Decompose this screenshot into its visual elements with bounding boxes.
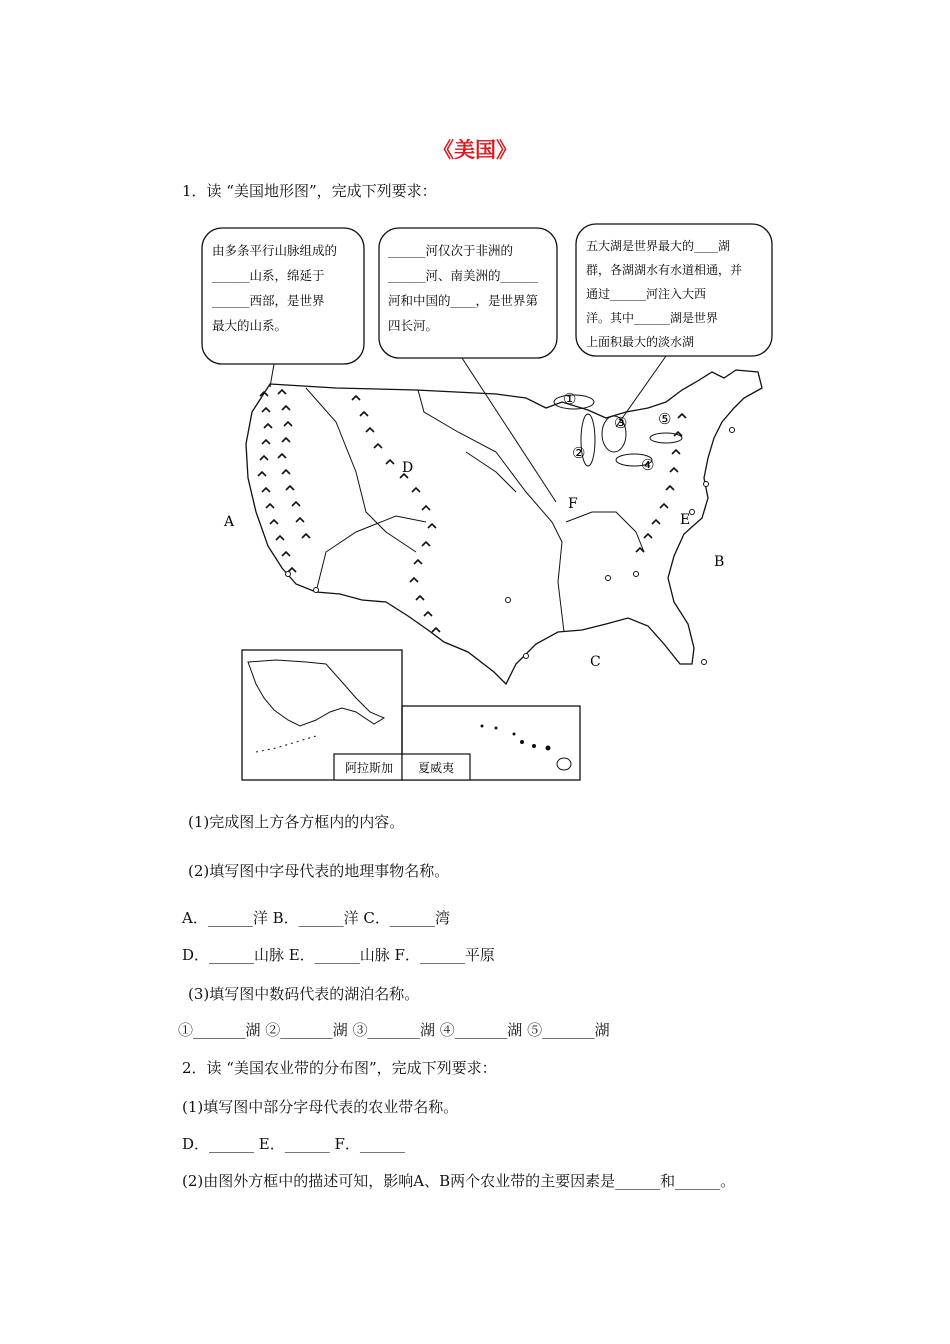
callout-box-appalachian-rockies — [202, 228, 364, 364]
callout-1-line-3: ______西部，是世界 — [212, 293, 325, 308]
map-label-a: A — [224, 514, 235, 530]
map-label-c: C — [590, 654, 601, 670]
q2-sub2: (2)由图外方框中的描述可知，影响A、B两个农业带的主要因素是______和______。 — [182, 1172, 736, 1190]
callout-box-mississippi — [379, 228, 557, 358]
q2-sub1: (1)填写图中部分字母代表的农业带名称。 — [182, 1098, 459, 1116]
map-label-e: E — [680, 512, 691, 528]
callout-3-line-5: 上面积最大的淡水湖 — [586, 335, 695, 349]
callout-3-line-3: 通过______河注入大西 — [586, 287, 707, 301]
callout-2-line-1: ______河仅次于非洲的 — [388, 243, 514, 258]
lake-number-1: ① — [563, 390, 577, 408]
lake-number-5: ⑤ — [658, 410, 672, 428]
callout-2-line-2: ______河、南美洲的______ — [388, 268, 539, 283]
callout-1-line-2: ______山系，绵延于 — [212, 268, 325, 283]
q1-row-lakes: ①_______湖 ②_______湖 ③_______湖 ④_______湖 ⑤_______湖 — [178, 1021, 610, 1039]
lake-number-2: ② — [572, 444, 586, 462]
callout-3-line-4: 洋。其中______湖是世界 — [586, 311, 719, 325]
q1-sub1: (1)完成图上方各方框内的内容。 — [188, 813, 405, 831]
q1-row-def: D．______山脉 E．______山脉 F．______平原 — [182, 946, 495, 964]
lake-number-3: ③ — [614, 414, 628, 432]
map-label-f: F — [568, 496, 578, 512]
callout-1-line-4: 最大的山系。 — [212, 318, 288, 333]
inset-label-hawaii: 夏威夷 — [418, 761, 455, 775]
callout-3-line-2: 群，各湖湖水有水道相通，并 — [586, 263, 743, 277]
inset-alaska-hawaii — [242, 650, 580, 780]
map-label-d: D — [402, 460, 414, 476]
q1-sub2: (2)填写图中字母代表的地理事物名称。 — [188, 862, 450, 880]
q1-row-abc: A．______洋 B．______洋 C．______湾 — [182, 909, 450, 927]
callout-1-line-1: 由多条平行山脉组成的 — [212, 243, 338, 258]
inset-label-alaska: 阿拉斯加 — [345, 761, 394, 775]
map-label-b: B — [714, 554, 725, 570]
q2-row-def: D．______ E．______ F．______ — [182, 1135, 405, 1153]
lake-number-4: ④ — [641, 456, 655, 474]
callout-2-line-3: 河和中国的____，是世界第 — [388, 293, 539, 308]
us-topographic-map — [196, 212, 776, 792]
callout-box-great-lakes — [576, 224, 772, 356]
callout-3-line-1: 五大湖是世界最大的____湖 — [586, 239, 731, 253]
question-2-prompt: 2．读 “美国农业带的分布图”，完成下列要求： — [182, 1059, 497, 1077]
question-1-prompt: 1．读 “美国地形图”，完成下列要求： — [182, 182, 437, 200]
page-title: 《美国》 — [433, 137, 517, 162]
callout-2-line-4: 四长河。 — [388, 318, 439, 333]
q1-sub3: (3)填写图中数码代表的湖泊名称。 — [188, 985, 420, 1003]
